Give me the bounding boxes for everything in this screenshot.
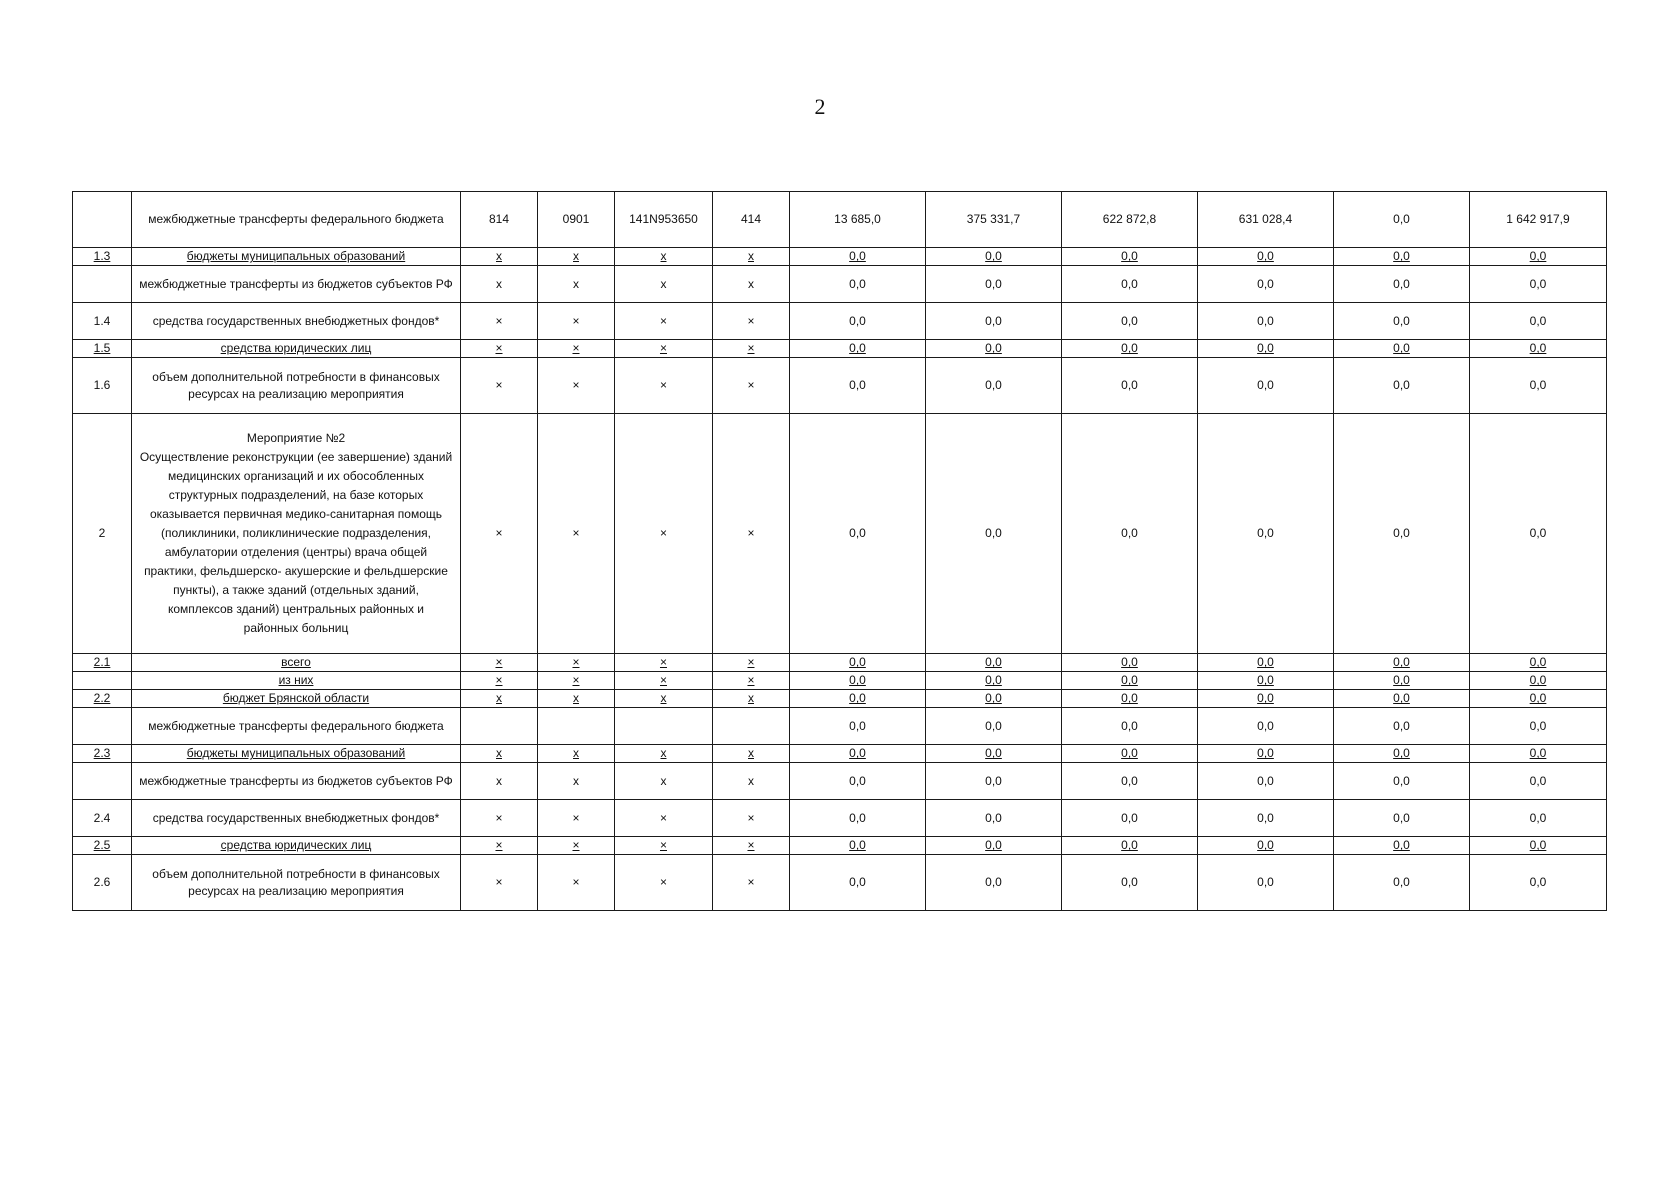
- row-name: средства государственных внебюджетных фондов*: [132, 800, 461, 837]
- code-cell: ×: [713, 672, 790, 690]
- row-name: объем дополнительной потребности в финансовых ресурсах на реализацию мероприятия: [132, 358, 461, 414]
- code-cell: х: [713, 763, 790, 800]
- table-row: [73, 414, 1607, 654]
- code-cell: ×: [538, 672, 615, 690]
- value-cell: 13 685,0: [790, 192, 926, 248]
- code-cell: ×: [713, 837, 790, 855]
- row-number: 2.3: [73, 745, 132, 763]
- value-cell: 0,0: [790, 690, 926, 708]
- row-name: бюджет Брянской области: [132, 690, 461, 708]
- measure-text-line: Осуществление реконструкции (ее завершение) зданий: [139, 450, 453, 464]
- table-row: [73, 745, 1607, 763]
- value-cell: 0,0: [790, 708, 926, 745]
- code-cell: х: [461, 763, 538, 800]
- row-name: средства государственных внебюджетных фондов*: [132, 303, 461, 340]
- row-name: всего: [132, 654, 461, 672]
- code-cell: х: [538, 248, 615, 266]
- code-cell: ×: [461, 855, 538, 911]
- value-cell: 0,0: [790, 800, 926, 837]
- value-cell: 0,0: [1470, 672, 1607, 690]
- measure-text-line: пункты), а также зданий (отдельных зданий,: [173, 583, 419, 597]
- value-cell: 0,0: [1470, 358, 1607, 414]
- code-cell: ×: [713, 303, 790, 340]
- measure-text-line: амбулатории отделения (центры) врача общей: [164, 545, 428, 559]
- value-cell: 0,0: [1198, 708, 1334, 745]
- code-cell: ×: [461, 837, 538, 855]
- value-cell: 0,0: [790, 303, 926, 340]
- value-cell: 0,0: [926, 248, 1062, 266]
- table-row: [73, 303, 1607, 340]
- row-number: [73, 672, 132, 690]
- value-cell: 0,0: [1470, 708, 1607, 745]
- table-row: [73, 800, 1607, 837]
- code-cell: ×: [461, 358, 538, 414]
- code-cell: ×: [713, 340, 790, 358]
- value-cell: 0,0: [926, 358, 1062, 414]
- value-cell: 0,0: [1062, 800, 1198, 837]
- value-cell: 0,0: [926, 340, 1062, 358]
- value-cell: 0,0: [1062, 654, 1198, 672]
- value-cell: 0,0: [1334, 654, 1470, 672]
- table-row: [73, 340, 1607, 358]
- code-cell: х: [713, 248, 790, 266]
- table-row: [73, 266, 1607, 303]
- value-cell: 0,0: [1198, 672, 1334, 690]
- measure-text-line: практики, фельдшерско- акушерские и фельдшерские: [144, 564, 448, 578]
- value-cell: 0,0: [1062, 358, 1198, 414]
- value-cell: 0,0: [926, 800, 1062, 837]
- code-cell: ×: [538, 855, 615, 911]
- table-row: [73, 690, 1607, 708]
- row-name: средства юридических лиц: [132, 340, 461, 358]
- row-number: 2.6: [73, 855, 132, 911]
- value-cell: 0,0: [1470, 837, 1607, 855]
- value-cell: 0,0: [1334, 690, 1470, 708]
- budget-table: [72, 191, 1607, 911]
- value-cell: 0,0: [1334, 672, 1470, 690]
- row-name: межбюджетные трансферты федерального бюджета: [132, 708, 461, 745]
- code-cell: ×: [713, 855, 790, 911]
- row-name: бюджеты муниципальных образований: [132, 248, 461, 266]
- row-name: межбюджетные трансферты федерального бюджета: [132, 192, 461, 248]
- value-cell: 0,0: [790, 266, 926, 303]
- value-cell: 0,0: [926, 745, 1062, 763]
- code-cell: ×: [538, 340, 615, 358]
- value-cell: 0,0: [926, 672, 1062, 690]
- measure-text-line: оказывается первичная медико-санитарная помощь: [149, 507, 443, 521]
- value-cell: 0,0: [790, 837, 926, 855]
- value-cell: 0,0: [1062, 303, 1198, 340]
- value-cell: 0,0: [926, 414, 1062, 654]
- measure-text-line: медицинских организаций и их обособленных: [167, 469, 425, 483]
- code-cell: х: [538, 763, 615, 800]
- code-cell: ×: [615, 303, 713, 340]
- value-cell: 0,0: [790, 358, 926, 414]
- row-number: 1.4: [73, 303, 132, 340]
- value-cell: 0,0: [1198, 303, 1334, 340]
- value-cell: 0,0: [1470, 690, 1607, 708]
- value-cell: 0,0: [926, 654, 1062, 672]
- value-cell: 0,0: [1062, 414, 1198, 654]
- value-cell: 0,0: [1198, 248, 1334, 266]
- value-cell: 0,0: [1062, 855, 1198, 911]
- value-cell: 0,0: [790, 672, 926, 690]
- measure-text-line: районных больниц: [243, 621, 349, 635]
- row-name: межбюджетные трансферты из бюджетов субъектов РФ: [132, 763, 461, 800]
- measure-text-line: (поликлиники, поликлинические подразделения,: [160, 526, 432, 540]
- table-row: [73, 708, 1607, 745]
- value-cell: 0,0: [1198, 800, 1334, 837]
- table-row: [73, 192, 1607, 248]
- value-cell: 631 028,4: [1198, 192, 1334, 248]
- code-cell: ×: [538, 303, 615, 340]
- code-cell: ×: [461, 672, 538, 690]
- value-cell: 0,0: [1470, 745, 1607, 763]
- value-cell: 0,0: [790, 763, 926, 800]
- value-cell: 375 331,7: [926, 192, 1062, 248]
- code-cell: х: [615, 248, 713, 266]
- code-cell: [615, 708, 713, 745]
- row-name: объем дополнительной потребности в финансовых ресурсах на реализацию мероприятия: [132, 855, 461, 911]
- value-cell: 0,0: [926, 855, 1062, 911]
- value-cell: 0,0: [1470, 303, 1607, 340]
- code-cell: ×: [615, 414, 713, 654]
- row-number: [73, 708, 132, 745]
- code-cell: ×: [615, 837, 713, 855]
- row-number: [73, 266, 132, 303]
- value-cell: 0,0: [1334, 266, 1470, 303]
- code-cell: х: [615, 266, 713, 303]
- value-cell: 0,0: [1470, 266, 1607, 303]
- value-cell: 0,0: [926, 266, 1062, 303]
- code-cell: ×: [615, 340, 713, 358]
- value-cell: 0,0: [1198, 690, 1334, 708]
- code-cell: ×: [713, 654, 790, 672]
- value-cell: 0,0: [1470, 763, 1607, 800]
- row-number: 2.1: [73, 654, 132, 672]
- code-cell: 0901: [538, 192, 615, 248]
- row-number: 2.4: [73, 800, 132, 837]
- value-cell: 0,0: [926, 708, 1062, 745]
- value-cell: 0,0: [790, 855, 926, 911]
- code-cell: ×: [615, 672, 713, 690]
- table-row: [73, 248, 1607, 266]
- table-row: [73, 672, 1607, 690]
- row-number: 1.5: [73, 340, 132, 358]
- value-cell: 0,0: [1334, 745, 1470, 763]
- measure-description: [132, 414, 461, 654]
- table-row: [73, 654, 1607, 672]
- code-cell: ×: [538, 654, 615, 672]
- row-number: 2.5: [73, 837, 132, 855]
- value-cell: 0,0: [1470, 414, 1607, 654]
- page-number: 2: [814, 94, 826, 119]
- code-cell: [461, 708, 538, 745]
- value-cell: 0,0: [926, 837, 1062, 855]
- row-name: межбюджетные трансферты из бюджетов субъектов РФ: [132, 266, 461, 303]
- value-cell: 0,0: [1198, 358, 1334, 414]
- value-cell: 0,0: [1334, 358, 1470, 414]
- code-cell: ×: [713, 800, 790, 837]
- value-cell: 0,0: [926, 303, 1062, 340]
- value-cell: 0,0: [790, 745, 926, 763]
- value-cell: 0,0: [1334, 708, 1470, 745]
- value-cell: 0,0: [1062, 837, 1198, 855]
- value-cell: 0,0: [926, 763, 1062, 800]
- code-cell: ×: [538, 414, 615, 654]
- value-cell: 0,0: [1062, 248, 1198, 266]
- value-cell: 0,0: [1334, 340, 1470, 358]
- value-cell: 1 642 917,9: [1470, 192, 1607, 248]
- value-cell: 0,0: [1334, 303, 1470, 340]
- row-number: 1.3: [73, 248, 132, 266]
- value-cell: 0,0: [790, 414, 926, 654]
- code-cell: х: [461, 266, 538, 303]
- code-cell: ×: [615, 855, 713, 911]
- code-cell: х: [713, 690, 790, 708]
- code-cell: х: [461, 690, 538, 708]
- value-cell: 0,0: [1062, 690, 1198, 708]
- value-cell: 0,0: [790, 248, 926, 266]
- code-cell: ×: [713, 358, 790, 414]
- code-cell: х: [615, 690, 713, 708]
- row-number: 2: [73, 414, 132, 654]
- value-cell: 0,0: [1062, 745, 1198, 763]
- value-cell: 0,0: [1334, 192, 1470, 248]
- row-number: [73, 192, 132, 248]
- code-cell: [713, 708, 790, 745]
- code-cell: ×: [461, 800, 538, 837]
- code-cell: ×: [461, 303, 538, 340]
- value-cell: 0,0: [1062, 672, 1198, 690]
- value-cell: 0,0: [1198, 763, 1334, 800]
- value-cell: 622 872,8: [1062, 192, 1198, 248]
- value-cell: 0,0: [1470, 654, 1607, 672]
- code-cell: 814: [461, 192, 538, 248]
- code-cell: х: [615, 745, 713, 763]
- code-cell: х: [461, 248, 538, 266]
- code-cell: х: [538, 266, 615, 303]
- value-cell: 0,0: [790, 340, 926, 358]
- code-cell: х: [615, 763, 713, 800]
- code-cell: х: [713, 745, 790, 763]
- value-cell: 0,0: [1334, 855, 1470, 911]
- value-cell: 0,0: [1062, 340, 1198, 358]
- code-cell: ×: [615, 654, 713, 672]
- code-cell: 414: [713, 192, 790, 248]
- code-cell: ×: [538, 800, 615, 837]
- measure-title: Мероприятие №2: [246, 431, 346, 445]
- row-name: средства юридических лиц: [132, 837, 461, 855]
- value-cell: 0,0: [1334, 800, 1470, 837]
- value-cell: 0,0: [1334, 414, 1470, 654]
- table-row: [73, 358, 1607, 414]
- code-cell: х: [538, 745, 615, 763]
- value-cell: 0,0: [1198, 855, 1334, 911]
- value-cell: 0,0: [1470, 340, 1607, 358]
- code-cell: ×: [461, 340, 538, 358]
- code-cell: ×: [461, 654, 538, 672]
- value-cell: 0,0: [790, 654, 926, 672]
- value-cell: 0,0: [1062, 266, 1198, 303]
- code-cell: ×: [538, 837, 615, 855]
- row-name: бюджеты муниципальных образований: [132, 745, 461, 763]
- code-cell: [538, 708, 615, 745]
- value-cell: 0,0: [1198, 745, 1334, 763]
- value-cell: 0,0: [1198, 266, 1334, 303]
- code-cell: ×: [538, 358, 615, 414]
- value-cell: 0,0: [1062, 708, 1198, 745]
- value-cell: 0,0: [1470, 855, 1607, 911]
- value-cell: 0,0: [1334, 763, 1470, 800]
- code-cell: ×: [461, 414, 538, 654]
- code-cell: 141N953650: [615, 192, 713, 248]
- value-cell: 0,0: [1470, 248, 1607, 266]
- code-cell: ×: [713, 414, 790, 654]
- value-cell: 0,0: [1198, 837, 1334, 855]
- row-number: [73, 763, 132, 800]
- row-number: 1.6: [73, 358, 132, 414]
- measure-text-line: комплексов зданий) центральных районных и: [167, 602, 425, 616]
- code-cell: ×: [615, 800, 713, 837]
- value-cell: 0,0: [1198, 340, 1334, 358]
- table-row: [73, 837, 1607, 855]
- value-cell: 0,0: [1470, 800, 1607, 837]
- code-cell: х: [461, 745, 538, 763]
- row-name: из них: [132, 672, 461, 690]
- code-cell: х: [538, 690, 615, 708]
- measure-text-line: структурных подразделений, на базе которых: [168, 488, 424, 502]
- code-cell: ×: [615, 358, 713, 414]
- value-cell: 0,0: [1334, 837, 1470, 855]
- code-cell: х: [713, 266, 790, 303]
- value-cell: 0,0: [926, 690, 1062, 708]
- table-row: [73, 763, 1607, 800]
- value-cell: 0,0: [1062, 763, 1198, 800]
- table-row: [73, 855, 1607, 911]
- row-number: 2.2: [73, 690, 132, 708]
- value-cell: 0,0: [1198, 414, 1334, 654]
- value-cell: 0,0: [1334, 248, 1470, 266]
- value-cell: 0,0: [1198, 654, 1334, 672]
